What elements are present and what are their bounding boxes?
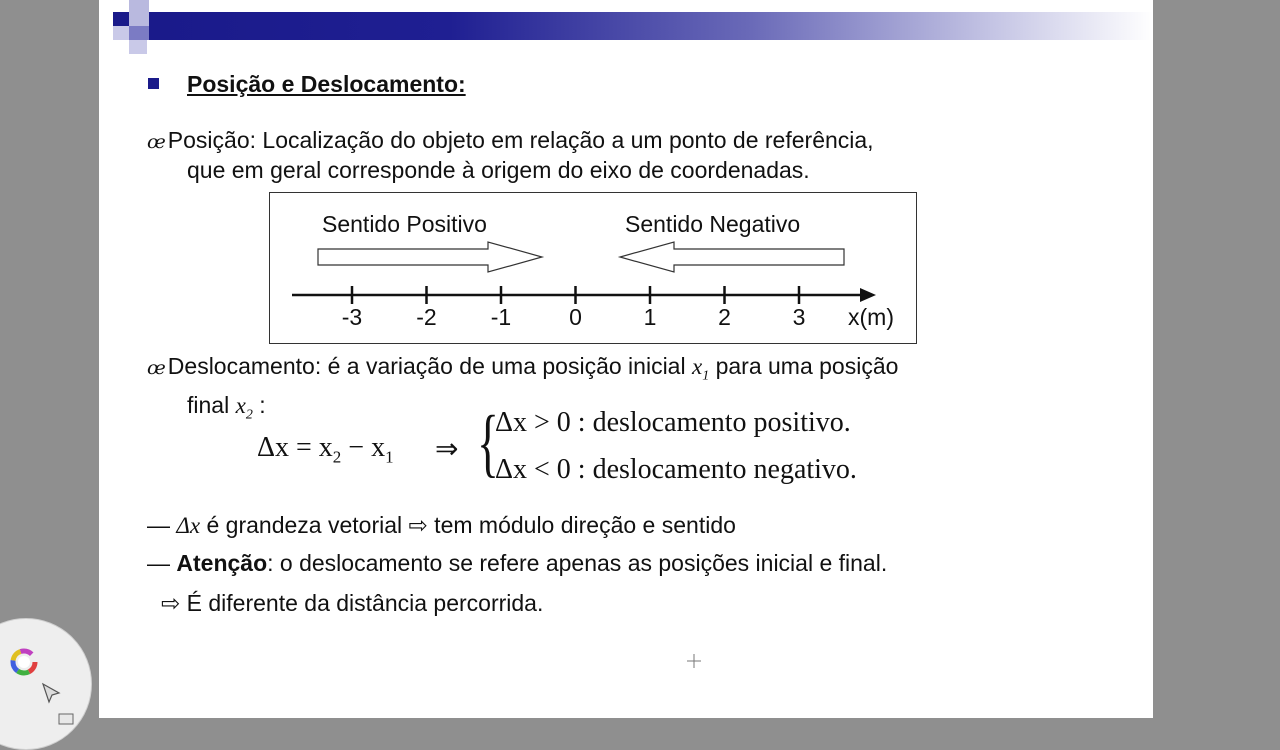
dash: —	[147, 550, 170, 576]
displacement-text-a: Deslocamento: é a variação de uma posição inicial	[167, 353, 692, 379]
vector-line	[147, 512, 736, 539]
axis-tick-label: 2	[718, 304, 731, 330]
position-line2: que em geral corresponde à origem do eixo de coordenadas.	[187, 157, 810, 183]
equation-lhs	[257, 432, 394, 468]
positive-arrow	[318, 242, 542, 272]
different-line: ⇨ É diferente da distância percorrida.	[161, 590, 544, 616]
equation-implies: ⇒	[435, 434, 459, 465]
displacement-paragraph	[147, 350, 898, 393]
axis-tick-label: 0	[569, 304, 582, 330]
pen-tool-widget[interactable]	[0, 618, 92, 750]
attention-text: : o deslocamento se refere apenas as posições inicial e final.	[267, 550, 888, 576]
axis-ticks	[342, 286, 806, 330]
eq-sub2: 2	[332, 447, 342, 467]
eq-minus-text: − x	[341, 432, 386, 463]
final-text: final	[187, 392, 236, 418]
pointer-icon[interactable]	[39, 681, 63, 705]
axis-tick-label: -1	[490, 304, 512, 330]
negative-direction-label: Sentido Negativo	[625, 211, 801, 237]
axis-label: x(m)	[848, 304, 894, 330]
x1-subscript: 1	[702, 368, 710, 384]
axis-arrowhead	[860, 288, 876, 302]
eq-lhs-text: Δx = x	[257, 432, 333, 463]
x2-subscript: 2	[245, 407, 253, 423]
bullet-symbol: œ	[147, 131, 164, 153]
header-square	[113, 26, 129, 40]
number-line-diagram	[269, 192, 917, 344]
header-square	[129, 40, 147, 54]
negative-arrow	[620, 242, 844, 272]
crosshair-cursor-icon	[685, 652, 703, 670]
axis-tick-label: -2	[416, 304, 437, 330]
delta-x: Δx	[176, 513, 201, 538]
positive-direction-label: Sentido Positivo	[322, 211, 487, 237]
number-line-svg	[270, 193, 916, 343]
axis-tick-label: 1	[643, 304, 657, 330]
axis-tick-label: 3	[792, 304, 806, 330]
color-wheel-icon[interactable]	[9, 647, 39, 677]
attention-label: Atenção	[176, 550, 268, 576]
eraser-icon[interactable]	[57, 711, 77, 727]
x2-variable: x	[235, 393, 246, 418]
equation-case-positive: Δx > 0 : deslocamento positivo.	[495, 407, 851, 438]
vector-text: é grandeza vetorial ⇨ tem módulo direção e sentido	[200, 512, 736, 538]
displacement-line2	[187, 392, 266, 424]
dash: —	[147, 512, 170, 538]
header-square	[129, 0, 149, 26]
eq-sub1: 1	[385, 447, 394, 467]
equation-brace: {	[477, 401, 499, 485]
position-paragraph	[147, 124, 874, 158]
header-bar	[149, 12, 1153, 40]
header-square	[113, 12, 129, 26]
slide-title: Posição e Deslocamento:	[187, 71, 466, 97]
axis-tick-label: -3	[341, 304, 363, 330]
attention-line	[147, 550, 887, 577]
x1-variable: x	[691, 354, 703, 379]
title-bullet	[148, 78, 159, 89]
colon-text: :	[252, 392, 266, 418]
slide	[99, 0, 1153, 718]
position-line1: Posição: Localização do objeto em relação a um ponto de referência,	[167, 127, 874, 153]
bullet-symbol: œ	[147, 357, 164, 379]
equation-case-negative: Δx < 0 : deslocamento negativo.	[495, 454, 857, 485]
header-square	[129, 26, 149, 40]
displacement-text-b: para uma posição	[709, 353, 899, 379]
